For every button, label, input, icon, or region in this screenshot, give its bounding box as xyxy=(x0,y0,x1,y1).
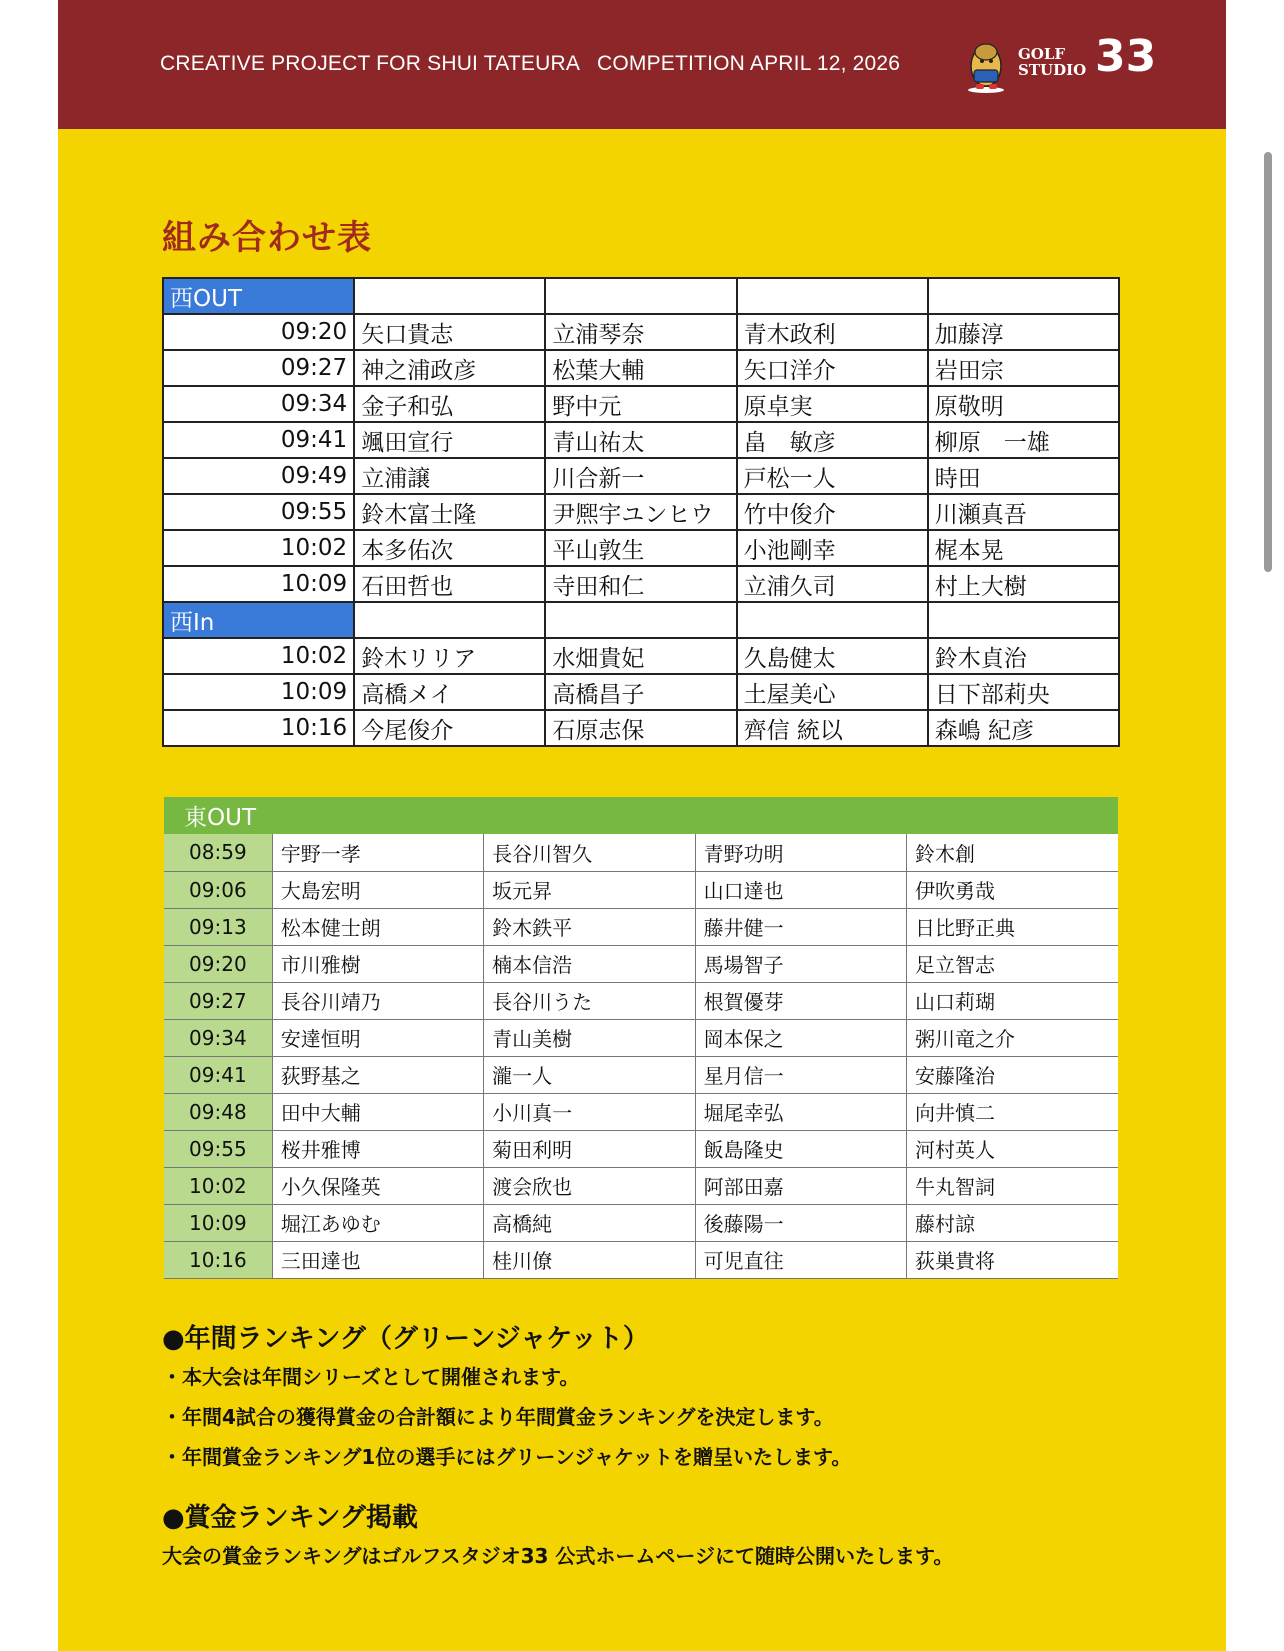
player-name: 阿部田嘉 xyxy=(695,1167,906,1204)
player-name: 柳原 一雄 xyxy=(928,422,1119,458)
empty-header-cell xyxy=(545,278,736,314)
player-name: 岡本保之 xyxy=(695,1019,906,1056)
player-name: 久島健太 xyxy=(737,638,928,674)
scrollbar-thumb[interactable] xyxy=(1264,152,1272,572)
player-name: 戸松一人 xyxy=(737,458,928,494)
tee-time: 09:55 xyxy=(164,1130,272,1167)
player-name: 松葉大輔 xyxy=(545,350,736,386)
player-name: 長谷川智久 xyxy=(484,834,695,871)
logo-line-golf: GOLF xyxy=(1018,45,1066,63)
tee-time: 09:41 xyxy=(164,1056,272,1093)
table-row xyxy=(164,945,1118,982)
player-name: 飯島隆史 xyxy=(695,1130,906,1167)
tee-time: 10:16 xyxy=(163,710,354,746)
prize-ranking-title: ●賞金ランキング掲載 xyxy=(162,1503,418,1533)
player-name: 安達恒明 xyxy=(272,1019,483,1056)
player-name: 矢口洋介 xyxy=(737,350,928,386)
player-name: 鈴木富士隆 xyxy=(354,494,545,530)
tee-time: 08:59 xyxy=(164,834,272,871)
player-name: 野中元 xyxy=(545,386,736,422)
player-name: 桂川僚 xyxy=(484,1241,695,1278)
table-row xyxy=(164,1130,1118,1167)
tee-time: 09:34 xyxy=(164,1019,272,1056)
player-name: 河村英人 xyxy=(907,1130,1118,1167)
player-name: 安藤隆治 xyxy=(907,1056,1118,1093)
player-name: 矢口貴志 xyxy=(354,314,545,350)
player-name: 金子和弘 xyxy=(354,386,545,422)
empty-header-cell xyxy=(545,602,736,638)
player-name: 宇野一孝 xyxy=(272,834,483,871)
player-name: 小川真一 xyxy=(484,1093,695,1130)
player-name: 水畑貴妃 xyxy=(545,638,736,674)
header-banner xyxy=(58,0,1226,129)
player-name: 青野功明 xyxy=(695,834,906,871)
player-name: 齊信 統以 xyxy=(737,710,928,746)
prize-ranking-notes xyxy=(162,1497,953,1569)
table-row xyxy=(163,494,1119,530)
player-name: 川合新一 xyxy=(545,458,736,494)
player-name: 寺田和仁 xyxy=(545,566,736,602)
player-name: 桜井雅博 xyxy=(272,1130,483,1167)
empty-header-cell xyxy=(354,278,545,314)
player-name: 根賀優芽 xyxy=(695,982,906,1019)
ranking-line-3: ・年間賞金ランキング1位の選手にはグリーンジャケットを贈呈いたします。 xyxy=(162,1445,852,1469)
table-row xyxy=(164,1241,1118,1278)
golf-studio-logo xyxy=(962,31,1162,94)
player-name: 荻巣貴将 xyxy=(907,1241,1118,1278)
player-name: 石原志保 xyxy=(545,710,736,746)
section-title: 組み合わせ表 xyxy=(162,218,372,258)
west-out-label: 西OUT xyxy=(163,278,354,314)
player-name: 立浦琴奈 xyxy=(545,314,736,350)
east-course-table xyxy=(164,797,1118,1279)
logo-number: 33 xyxy=(1095,31,1157,82)
player-name: 本多佑次 xyxy=(354,530,545,566)
player-name: 坂元昇 xyxy=(484,871,695,908)
table-row xyxy=(164,1019,1118,1056)
tee-time: 09:20 xyxy=(164,945,272,982)
table-row xyxy=(164,871,1118,908)
player-name: 瀧一人 xyxy=(484,1056,695,1093)
annual-ranking-notes xyxy=(162,1318,851,1470)
table-row xyxy=(164,1204,1118,1241)
ranking-line-2: ・年間4試合の獲得賞金の合計額により年間賞金ランキングを決定します。 xyxy=(162,1405,834,1429)
player-name: 森嶋 紀彦 xyxy=(928,710,1119,746)
player-name: 梶本晃 xyxy=(928,530,1119,566)
player-name: 藤村諒 xyxy=(907,1204,1118,1241)
player-name: 藤井健一 xyxy=(695,908,906,945)
west-in-label: 西In xyxy=(163,602,354,638)
player-name: 山口莉瑚 xyxy=(907,982,1118,1019)
table-header-row xyxy=(164,797,1118,834)
player-name: 日下部莉央 xyxy=(928,674,1119,710)
player-name: 田中大輔 xyxy=(272,1093,483,1130)
west-course-table xyxy=(162,277,1120,747)
player-name: 畠 敏彦 xyxy=(737,422,928,458)
player-name: 鈴木創 xyxy=(907,834,1118,871)
player-name: 原敬明 xyxy=(928,386,1119,422)
player-name: 牛丸智詞 xyxy=(907,1167,1118,1204)
table-row xyxy=(163,566,1119,602)
player-name: 荻野基之 xyxy=(272,1056,483,1093)
player-name: 堀尾幸弘 xyxy=(695,1093,906,1130)
logo-line-studio: STUDIO xyxy=(1018,61,1087,79)
player-name: 馬場智子 xyxy=(695,945,906,982)
player-name: 青山美樹 xyxy=(484,1019,695,1056)
player-name: 高橋メイ xyxy=(354,674,545,710)
table-row xyxy=(163,314,1119,350)
table-row xyxy=(164,1167,1118,1204)
player-name: 伊吹勇哉 xyxy=(907,871,1118,908)
player-name: 三田達也 xyxy=(272,1241,483,1278)
player-name: 市川雅樹 xyxy=(272,945,483,982)
player-name: 堀江あゆむ xyxy=(272,1204,483,1241)
empty-header-cell xyxy=(928,278,1119,314)
player-name: 足立智志 xyxy=(907,945,1118,982)
player-name: 加藤淳 xyxy=(928,314,1119,350)
player-name: 山口達也 xyxy=(695,871,906,908)
table-row xyxy=(163,386,1119,422)
east-out-label: 東OUT xyxy=(164,797,1118,834)
ranking-line-1: ・本大会は年間シリーズとして開催されます。 xyxy=(162,1365,580,1389)
player-name: 川瀬真吾 xyxy=(928,494,1119,530)
tee-time: 09:20 xyxy=(163,314,354,350)
tee-time: 09:06 xyxy=(164,871,272,908)
player-name: 石田哲也 xyxy=(354,566,545,602)
player-name: 楠本信浩 xyxy=(484,945,695,982)
tee-time: 10:09 xyxy=(163,674,354,710)
player-name: 渡会欣也 xyxy=(484,1167,695,1204)
player-name: 高橋昌子 xyxy=(545,674,736,710)
table-row xyxy=(164,834,1118,871)
table-row xyxy=(164,1056,1118,1093)
tee-time: 10:16 xyxy=(164,1241,272,1278)
tee-time: 10:09 xyxy=(164,1204,272,1241)
tee-time: 09:13 xyxy=(164,908,272,945)
golfer-mascot-icon xyxy=(962,36,1012,94)
player-name: 長谷川うた xyxy=(484,982,695,1019)
table-row xyxy=(163,458,1119,494)
player-name: 時田 xyxy=(928,458,1119,494)
player-name: 土屋美心 xyxy=(737,674,928,710)
player-name: 颯田宣行 xyxy=(354,422,545,458)
tee-time: 09:48 xyxy=(164,1093,272,1130)
player-name: 菊田利明 xyxy=(484,1130,695,1167)
table-header-row xyxy=(163,278,1119,314)
player-name: 村上大樹 xyxy=(928,566,1119,602)
player-name: 小久保隆英 xyxy=(272,1167,483,1204)
player-name: 今尾俊介 xyxy=(354,710,545,746)
tee-time: 10:09 xyxy=(163,566,354,602)
player-name: 長谷川靖乃 xyxy=(272,982,483,1019)
tee-time: 09:27 xyxy=(163,350,354,386)
player-name: 向井慎二 xyxy=(907,1093,1118,1130)
player-name: 日比野正典 xyxy=(907,908,1118,945)
table-row xyxy=(163,422,1119,458)
empty-header-cell xyxy=(737,602,928,638)
player-name: 後藤陽一 xyxy=(695,1204,906,1241)
player-name: 平山敦生 xyxy=(545,530,736,566)
annual-ranking-title: ●年間ランキング（グリーンジャケット） xyxy=(162,1324,649,1354)
player-name: 立浦久司 xyxy=(737,566,928,602)
tee-time: 09:34 xyxy=(163,386,354,422)
tee-time: 09:41 xyxy=(163,422,354,458)
player-name: 竹中俊介 xyxy=(737,494,928,530)
empty-header-cell xyxy=(354,602,545,638)
player-name: 鈴木鉄平 xyxy=(484,908,695,945)
empty-header-cell xyxy=(928,602,1119,638)
player-name: 立浦譲 xyxy=(354,458,545,494)
player-name: 岩田宗 xyxy=(928,350,1119,386)
tee-time: 09:49 xyxy=(163,458,354,494)
player-name: 尹熈宇ユンヒウ xyxy=(545,494,736,530)
player-name: 鈴木リリア xyxy=(354,638,545,674)
table-row xyxy=(163,530,1119,566)
player-name: 神之浦政彦 xyxy=(354,350,545,386)
player-name: 高橋純 xyxy=(484,1204,695,1241)
player-name: 大島宏明 xyxy=(272,871,483,908)
table-row xyxy=(164,1093,1118,1130)
flyer-page xyxy=(58,0,1226,1651)
player-name: 可児直往 xyxy=(695,1241,906,1278)
player-name: 松本健士朗 xyxy=(272,908,483,945)
tee-time: 09:27 xyxy=(164,982,272,1019)
tee-time: 10:02 xyxy=(164,1167,272,1204)
player-name: 原卓実 xyxy=(737,386,928,422)
player-name: 粥川竜之介 xyxy=(907,1019,1118,1056)
player-name: 青木政利 xyxy=(737,314,928,350)
table-header-row xyxy=(163,602,1119,638)
table-row xyxy=(163,350,1119,386)
player-name: 小池剛幸 xyxy=(737,530,928,566)
header-title: CREATIVE PROJECT FOR SHUI TATEURA COMPETITION APRIL 12, 2026 xyxy=(160,52,901,75)
table-row xyxy=(163,638,1119,674)
tee-time: 10:02 xyxy=(163,530,354,566)
player-name: 青山祐太 xyxy=(545,422,736,458)
tee-time: 10:02 xyxy=(163,638,354,674)
table-row xyxy=(164,908,1118,945)
table-row xyxy=(164,982,1118,1019)
player-name: 星月信一 xyxy=(695,1056,906,1093)
table-row xyxy=(163,710,1119,746)
empty-header-cell xyxy=(737,278,928,314)
tee-time: 09:55 xyxy=(163,494,354,530)
player-name: 鈴木貞治 xyxy=(928,638,1119,674)
prize-ranking-line: 大会の賞金ランキングはゴルフスタジオ33 公式ホームページにて随時公開いたします。 xyxy=(162,1544,954,1568)
table-row xyxy=(163,674,1119,710)
